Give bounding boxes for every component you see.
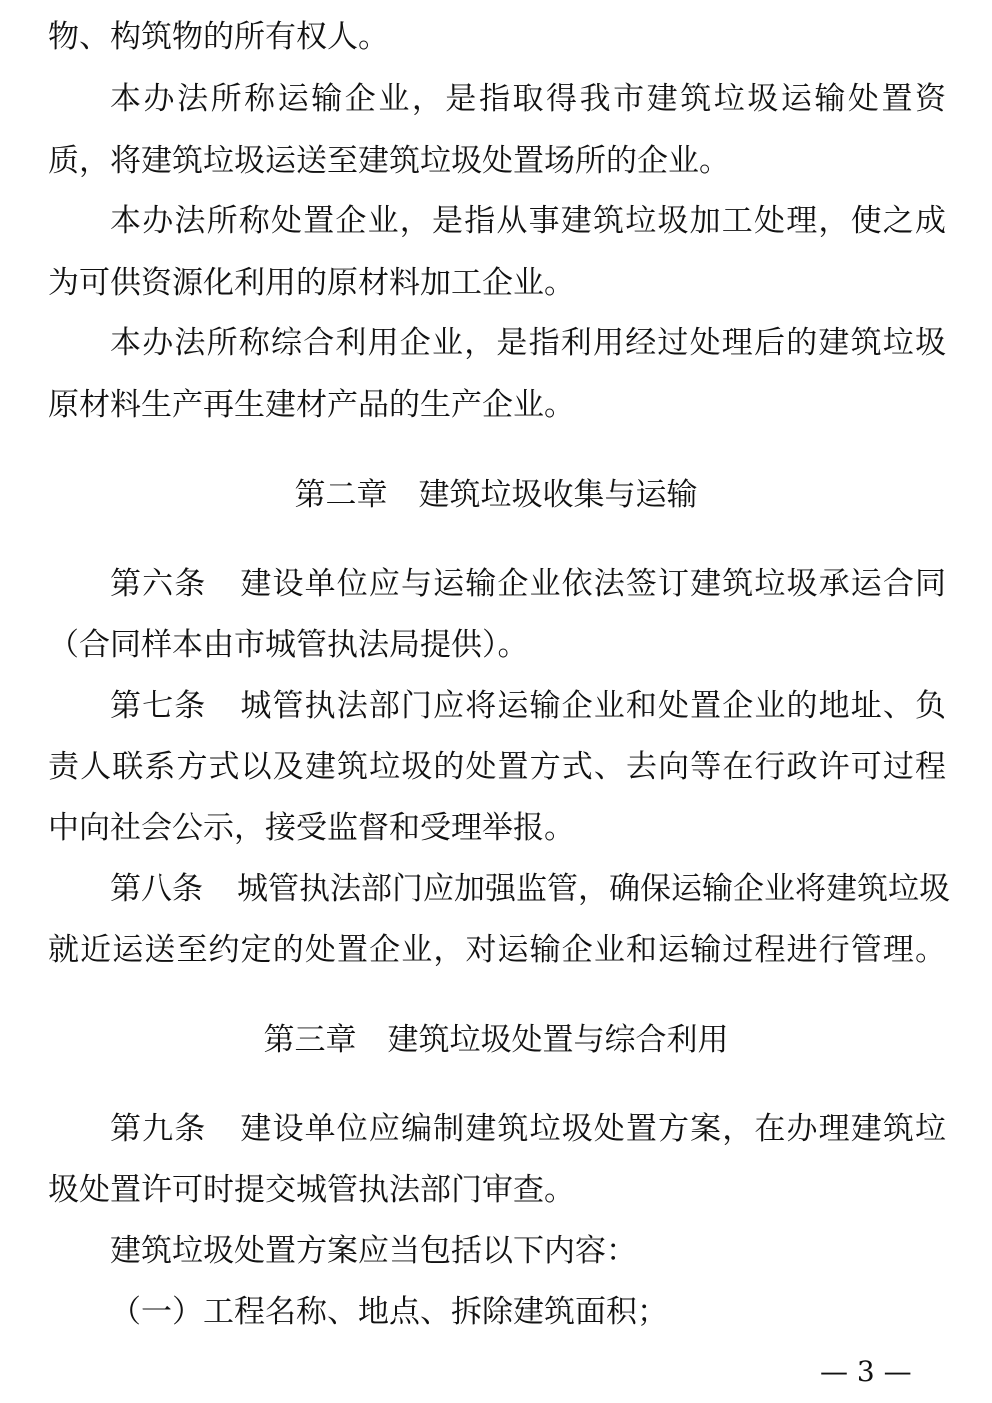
page-number: — 3 — bbox=[820, 1355, 912, 1388]
article-text: 城管执法部门应将运输企业和处置企业的地址、负 bbox=[240, 688, 946, 724]
chapter-heading bbox=[0, 1020, 992, 1060]
paragraph-line: 责人联系方式以及建筑垃圾的处置方式、去向等在行政许可过程 bbox=[48, 749, 946, 785]
article-label: 第八条 bbox=[110, 871, 203, 907]
article-line bbox=[110, 564, 946, 604]
article-line bbox=[110, 869, 950, 909]
article-text: 城管执法部门应加强监管，确保运输企业将建筑垃圾 bbox=[237, 871, 950, 907]
chapter-heading bbox=[0, 475, 992, 515]
paragraph-line: 为可供资源化利用的原材料加工企业。 bbox=[48, 265, 575, 301]
paragraph-line: 本办法所称处置企业，是指从事建筑垃圾加工处理，使之成 bbox=[110, 203, 946, 239]
list-item: （一）工程名称、地点、拆除建筑面积； bbox=[110, 1294, 668, 1330]
article-line bbox=[110, 1109, 946, 1149]
chapter-title: 建筑垃圾收集与运输 bbox=[418, 477, 698, 513]
paragraph-line: 原材料生产再生建材产品的生产企业。 bbox=[48, 387, 575, 423]
paragraph-line: 本办法所称综合利用企业，是指利用经过处理后的建筑垃圾 bbox=[110, 325, 946, 361]
article-text: 建设单位应与运输企业依法签订建筑垃圾承运合同 bbox=[240, 566, 946, 602]
article-line bbox=[110, 686, 946, 726]
chapter-title: 建筑垃圾处置与综合利用 bbox=[387, 1022, 729, 1058]
paragraph-line: 质，将建筑垃圾运送至建筑垃圾处置场所的企业。 bbox=[48, 143, 730, 179]
article-label: 第六条 bbox=[110, 566, 207, 602]
paragraph-line: 本办法所称运输企业，是指取得我市建筑垃圾运输处置资 bbox=[110, 81, 946, 117]
paragraph-line: （合同样本由市城管执法局提供）。 bbox=[48, 627, 529, 663]
paragraph-line: 圾处置许可时提交城管执法部门审查。 bbox=[48, 1172, 575, 1208]
article-label: 第九条 bbox=[110, 1111, 207, 1147]
paragraph-line: 中向社会公示，接受监督和受理举报。 bbox=[48, 810, 575, 846]
paragraph-line: 物、构筑物的所有权人。 bbox=[48, 19, 389, 55]
chapter-number: 第三章 bbox=[263, 1022, 357, 1058]
paragraph-line: 就近运送至约定的处置企业，对运输企业和运输过程进行管理。 bbox=[48, 932, 946, 968]
article-text: 建设单位应编制建筑垃圾处置方案，在办理建筑垃 bbox=[240, 1111, 946, 1147]
paragraph-line: 建筑垃圾处置方案应当包括以下内容： bbox=[110, 1233, 637, 1269]
article-label: 第七条 bbox=[110, 688, 207, 724]
chapter-number: 第二章 bbox=[294, 477, 388, 513]
